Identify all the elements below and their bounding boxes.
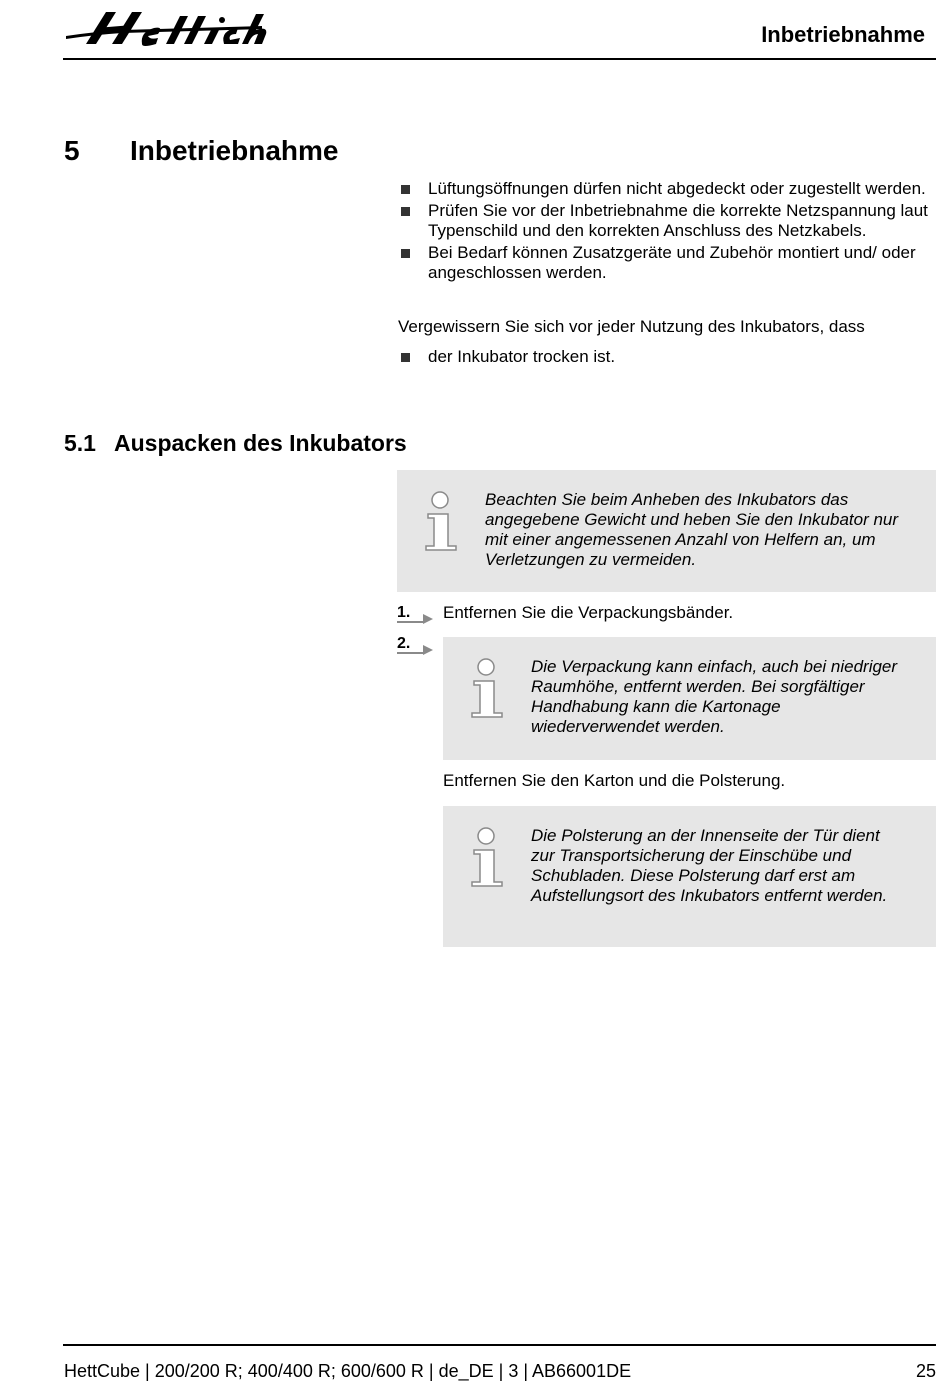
bullet-list — [398, 179, 938, 285]
list-item: der Inkubator trocken ist. — [398, 347, 938, 367]
bullet-square-icon — [401, 353, 410, 362]
info-icon — [424, 490, 458, 552]
list-item: Lüftungsöffnungen dürfen nicht abgedeckt oder zugestellt werden. — [398, 179, 938, 199]
note-text: Beachten Sie beim Anheben des Inkubators das angegebene Gewicht und heben Sie den Inkubator nur mit einer angemessenen Anzahl von Helfern an, um Verletzungen zu vermeiden. — [485, 490, 899, 569]
bullet-square-icon — [401, 185, 410, 194]
bullet-list-secondary — [398, 347, 938, 367]
paragraph: Vergewissern Sie sich vor jeder Nutzung des Inkubators, dass — [398, 317, 865, 336]
header-section-title: Inbetriebnahme — [761, 22, 925, 47]
list-item: Bei Bedarf können Zusatzgeräte und Zubehör montiert und/ oder angeschlossen werden. — [398, 243, 938, 283]
note-text: Die Polsterung an der Innenseite der Tür dient zur Transportsicherung der Einschübe und Schubladen. Diese Polsterung darf erst am Aufstellungsort des Inkubators entfernt werden. — [531, 826, 888, 905]
bullet-square-icon — [401, 207, 410, 216]
step-number: 2. — [397, 635, 411, 652]
section-title: Inbetriebnahme — [130, 135, 339, 166]
info-icon — [470, 826, 504, 888]
footer-doc-info: HettCube | 200/200 R; 400/400 R; 600/600 R | de_DE | 3 | AB66001DE — [64, 1361, 632, 1381]
subsection-number: 5.1 — [64, 430, 96, 456]
section-number: 5 — [64, 135, 80, 166]
bullet-square-icon — [401, 249, 410, 258]
info-note — [397, 470, 936, 592]
info-note — [443, 806, 936, 947]
hettich-logo — [62, 6, 272, 48]
page-number: 25 — [915, 1361, 936, 1381]
list-item: Prüfen Sie vor der Inbetriebnahme die korrekte Netzspannung laut Typenschild und den korrekten Anschluss des Netzkabels. — [398, 201, 938, 241]
info-note — [443, 637, 936, 760]
step-arrow-icon — [397, 612, 435, 626]
info-icon — [470, 657, 504, 719]
subsection-title: Auspacken des Inkubators — [114, 430, 407, 456]
step-arrow-icon — [397, 643, 435, 657]
step-number: 1. — [397, 604, 411, 621]
note-text: Die Verpackung kann einfach, auch bei niedriger Raumhöhe, entfernt werden. Bei sorgfältiger Handhabung kann die Kartonage wiederverwendet werden. — [531, 657, 898, 736]
footer-rule — [63, 1344, 936, 1346]
header-rule — [63, 58, 936, 60]
step-text: Entfernen Sie die Verpackungsbänder. — [443, 603, 734, 622]
step-text: Entfernen Sie den Karton und die Polsterung. — [443, 771, 786, 790]
